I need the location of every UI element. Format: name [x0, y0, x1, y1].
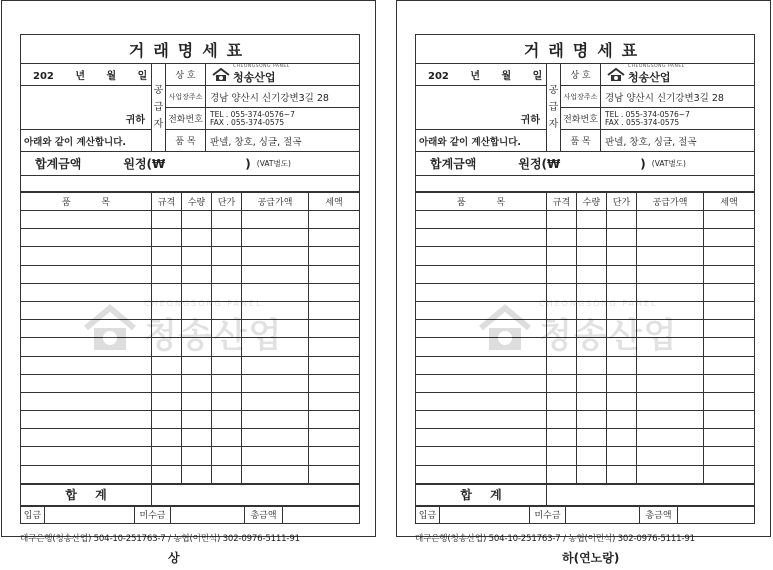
- invoice-form: [415, 34, 755, 544]
- item-row: [416, 301, 755, 319]
- col-qty: 수량: [182, 193, 212, 211]
- item-row: [21, 411, 360, 429]
- bank-info: 대구은행(청송산업) 504-10-251763-7 / 농협(이민석) 302-0976-5111-91: [415, 533, 695, 544]
- item-row: [416, 411, 755, 429]
- unpaid-label: 미수금: [135, 506, 171, 523]
- item-rows: [416, 211, 755, 484]
- item-row: [416, 211, 755, 229]
- invoice-title: 거래명세표: [20, 34, 360, 63]
- item-row: [21, 392, 360, 410]
- grand-total-label: 총금액: [245, 506, 283, 523]
- invoice-form: [20, 34, 360, 544]
- logo-house-icon: [607, 68, 625, 82]
- date-field: 202 년 월 일: [416, 64, 547, 86]
- invoice-sheet-top-copy: [1, 0, 376, 544]
- col-tax: 세액: [309, 193, 360, 211]
- item-row: [416, 356, 755, 374]
- invoice-title: 거래명세표: [415, 34, 755, 63]
- company-logo: [206, 64, 360, 86]
- blank-row: [415, 176, 755, 192]
- item-row: [21, 320, 360, 338]
- item-rows: [21, 211, 360, 484]
- company-label: 상 호: [166, 64, 206, 86]
- item-row: [416, 320, 755, 338]
- item-row: [416, 229, 755, 247]
- caption-top-copy: 상: [168, 551, 180, 565]
- company-logo: [601, 64, 755, 86]
- deposit-label: 입금: [416, 506, 440, 523]
- footer-table: [20, 506, 360, 524]
- total-amount-row: [20, 152, 360, 176]
- item-row: [416, 447, 755, 465]
- product-label: 품 목: [561, 130, 601, 152]
- watermark-english: CHEONGSONG PANEL: [539, 299, 658, 308]
- item-row: [21, 429, 360, 447]
- item-row: [416, 265, 755, 283]
- logo-korean: 청송산업: [233, 71, 276, 84]
- won-label: 원정(₩: [518, 157, 561, 171]
- phone-value: TEL . 055-374-0576~7 FAX . 055-374-0575: [601, 108, 755, 130]
- item-row: [21, 447, 360, 465]
- sum-label: 합 계: [21, 484, 152, 505]
- phone-label: 전화번호: [166, 108, 206, 130]
- total-amount-label: 합계금액: [430, 157, 477, 171]
- logo-house-icon: [212, 68, 230, 82]
- item-row: [21, 247, 360, 265]
- address-label: 사업장주소: [561, 86, 601, 108]
- watermark-korean: 청송산업: [144, 316, 284, 356]
- bank-info: 대구은행(청송산업) 504-10-251763-7 / 농협(이민석) 302-0976-5111-91: [20, 533, 300, 544]
- logo-korean: 청송산업: [628, 71, 671, 84]
- col-tax: 세액: [704, 193, 755, 211]
- col-qty: 수량: [577, 193, 607, 211]
- col-spec: 규격: [152, 193, 182, 211]
- sum-table: [20, 484, 360, 506]
- invoice-sheet-bottom-copy: [396, 0, 771, 544]
- date-field: 202 년 월 일: [21, 64, 152, 86]
- item-row: [21, 229, 360, 247]
- item-row: [21, 283, 360, 301]
- item-row: [416, 247, 755, 265]
- unpaid-label: 미수금: [530, 506, 566, 523]
- sum-label: 합 계: [416, 484, 547, 505]
- won-label: 원정(₩: [123, 157, 166, 171]
- item-row: [416, 465, 755, 483]
- total-amount-label: 합계금액: [35, 157, 82, 171]
- supplier-vertical-label: 공 급 자: [152, 64, 166, 152]
- product-value: 판넬, 창호, 싱글, 절곡: [601, 130, 755, 152]
- calc-note: 아래와 같이 계산합니다.: [21, 130, 152, 152]
- col-supply: 공급가액: [242, 193, 309, 211]
- paren-close: ): [245, 156, 251, 171]
- item-row: [21, 338, 360, 356]
- item-row: [21, 374, 360, 392]
- sum-value: [547, 484, 755, 505]
- phone-value: TEL . 055-374-0576~7 FAX . 055-374-0575: [206, 108, 360, 130]
- item-row: [21, 301, 360, 319]
- item-row: [21, 265, 360, 283]
- caption-bottom-copy: 하(연노랑): [562, 551, 620, 565]
- calc-note: 아래와 같이 계산합니다.: [416, 130, 547, 152]
- item-row: [416, 374, 755, 392]
- item-row: [21, 211, 360, 229]
- grand-total-label: 총금액: [640, 506, 678, 523]
- items-header-row: [416, 193, 755, 211]
- watermark-english: CHEONGSONG PANEL: [144, 299, 263, 308]
- vat-note: (VAT별도): [256, 159, 291, 168]
- item-row: [21, 356, 360, 374]
- product-value: 판넬, 창호, 싱글, 절곡: [206, 130, 360, 152]
- header-table: [20, 63, 360, 152]
- phone-label: 전화번호: [561, 108, 601, 130]
- item-row: [416, 283, 755, 301]
- items-table: [20, 192, 360, 484]
- items-header-row: [21, 193, 360, 211]
- header-table: [415, 63, 755, 152]
- total-amount-row: [415, 152, 755, 176]
- deposit-label: 입금: [21, 506, 45, 523]
- col-product: 품 목: [416, 193, 547, 211]
- logo-english: CHEONGSONG PANEL: [628, 64, 685, 69]
- blank-row: [20, 176, 360, 192]
- item-row: [21, 465, 360, 483]
- address-value: 경남 양산시 신기강변3길 28: [206, 86, 360, 108]
- watermark-korean: 청송산업: [539, 316, 679, 356]
- company-label: 상 호: [561, 64, 601, 86]
- col-price: 단가: [212, 193, 242, 211]
- footer-table: [415, 506, 755, 524]
- address-label: 사업장주소: [166, 86, 206, 108]
- product-label: 품 목: [166, 130, 206, 152]
- paren-close: ): [640, 156, 646, 171]
- col-product: 품 목: [21, 193, 152, 211]
- item-row: [416, 429, 755, 447]
- recipient-suffix: 귀하: [21, 86, 152, 130]
- col-price: 단가: [607, 193, 637, 211]
- col-supply: 공급가액: [637, 193, 704, 211]
- address-value: 경남 양산시 신기강변3길 28: [601, 86, 755, 108]
- item-row: [416, 392, 755, 410]
- sum-table: [415, 484, 755, 506]
- logo-english: CHEONGSONG PANEL: [233, 64, 290, 69]
- vat-note: (VAT별도): [651, 159, 686, 168]
- col-spec: 규격: [547, 193, 577, 211]
- recipient-suffix: 귀하: [416, 86, 547, 130]
- sum-value: [152, 484, 360, 505]
- item-row: [416, 338, 755, 356]
- items-table: [415, 192, 755, 484]
- supplier-vertical-label: 공 급 자: [547, 64, 561, 152]
